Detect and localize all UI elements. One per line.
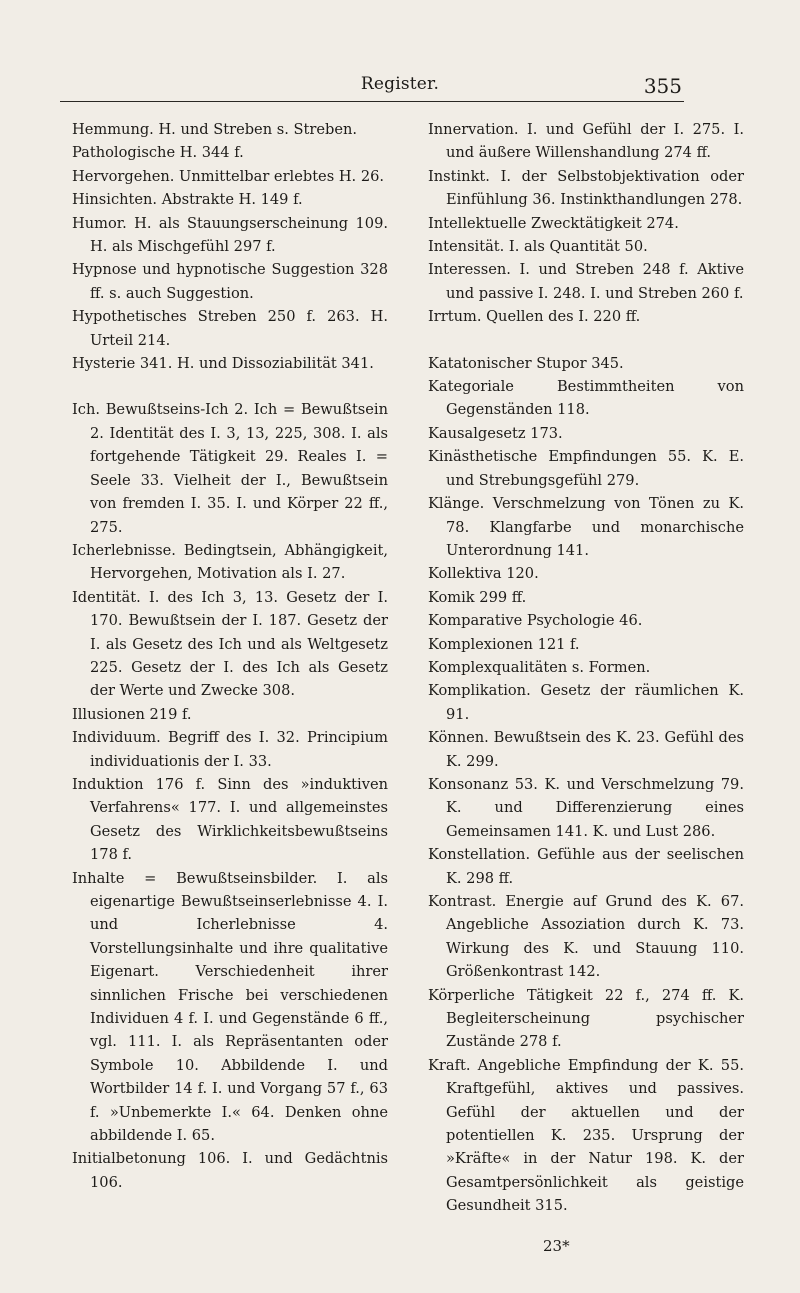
index-entry: Komik 299 ff. — [428, 588, 527, 606]
index-entry: Hinsichten. Abstrakte H. 149 f. — [72, 191, 303, 209]
right-column — [428, 118, 744, 1218]
index-entry: Instinkt. I. der Selbstobjektivation oder Einfühlung 36. Instinkthandlungen 278. — [428, 167, 744, 209]
index-entry: Kollektiva 120. — [428, 565, 539, 583]
index-entry: Innervation. I. und Gefühl der I. 275. I. und äußere Willenshandlung 274 ff. — [428, 121, 744, 162]
index-entry: Komplexionen 121 f. — [428, 635, 580, 653]
index-entry: Konsonanz 53. K. und Verschmelzung 79. K. und Differenzierung eines Gemeinsamen 141. K. und Lust 286. — [428, 775, 744, 840]
index-entry: Können. Bewußtsein des K. 23. Gefühl des K. 299. — [428, 729, 744, 770]
index-entry: Irrtum. Quellen des I. 220 ff. — [428, 308, 641, 326]
index-entry: Induktion 176 f. Sinn des »induktiven Verfahrens« 177. I. und allgemeinstes Gesetz des Wirklichkeitsbewußtseins 178 f. — [72, 775, 388, 864]
index-entry: Humor. H. als Stauungserscheinung 109. H. als Mischgefühl 297 f. — [72, 214, 388, 256]
index-entry: Kontrast. Energie auf Grund des K. 67. Angebliche Assoziation durch K. 73. Wirkung des K. und Stauung 110. Größenkontrast 142. — [428, 893, 744, 981]
index-entry: Hypnose und hypnotische Suggestion 328 ff. s. auch Suggestion. — [72, 261, 388, 302]
index-entry: Illusionen 219 f. — [72, 705, 192, 723]
index-entry: Körperliche Tätigkeit 22 f., 274 ff. K. Begleiterscheinung psychischer Zustände 278 f. — [428, 986, 744, 1051]
index-entry: Klänge. Verschmelzung von Tönen zu K. 78. Klangfarbe und monarchische Unterordnung 141. — [428, 495, 744, 559]
signature-mark: 23* — [543, 1237, 570, 1255]
index-entry: Kategoriale Bestimmtheiten von Gegenständen 118. — [428, 378, 744, 419]
index-entry: Hervorgehen. Unmittelbar erlebtes H. 26. — [72, 167, 385, 185]
index-entry: Identität. I. des Ich 3, 13. Gesetz der I. 170. Bewußtsein der I. 187. Gesetz der I. als Gesetz des Ich und als Weltgesetz 225. Gesetz der I. des Ich als Gesetz der Werte und Zwecke 308. — [72, 588, 388, 700]
index-entry: Interessen. I. und Streben 248 f. Aktive und passive I. 248. I. und Streben 260 f. — [428, 261, 744, 302]
index-entry: Kraft. Angebliche Empfindung der K. 55. Kraftgefühl, aktives und passives. Gefühl der aktuellen und der potentiellen K. 235. Ursprung der »Kräfte« in der Natur 198. K. der Gesamtpersönlichkeit als geistige Gesundheit 315. — [428, 1056, 744, 1215]
index-entry: Kausalgesetz 173. — [428, 424, 563, 442]
page-number: 355 — [643, 74, 682, 98]
index-entry: Pathologische H. 344 f. — [72, 144, 244, 162]
index-entry: Katatonischer Stupor 345. — [428, 354, 624, 372]
index-entry: Individuum. Begriff des I. 32. Principium individuationis der I. 33. — [72, 729, 388, 770]
index-entry: Inhalte = Bewußtseinsbilder. I. als eigenartige Bewußtseinserlebnisse 4. I. und Icherlebnisse 4. Vorstellungsinhalte und ihre qualitative Eigenart. Verschiedenheit ihrer sinnlichen Frische bei verschiedenen Individuen 4 f. I. und Gegenstände 6 ff., vgl. 111. I. als Repräsentanten oder Symbole 10. Abbildende I. und Wortbilder 14 f. I. und Vorgang 57 f., 63 f. »Unbemerkte I.« 64. Denken ohne abbildende I. 65. — [72, 869, 388, 1145]
index-entry: Hypothetisches Streben 250 f. 263. H. Urteil 214. — [72, 308, 388, 349]
header-rule — [60, 101, 684, 102]
index-entry: Hemmung. H. und Streben s. Streben. — [72, 121, 357, 138]
index-entry: Konstellation. Gefühle aus der seelischen K. 298 ff. — [428, 846, 744, 887]
index-entry: Initialbetonung 106. I. und Gedächtnis 106. — [72, 1150, 388, 1191]
index-entry: Icherlebnisse. Bedingtsein, Abhängigkeit, Hervorgehen, Motivation als I. 27. — [72, 541, 388, 583]
index-entry: Komplikation. Gesetz der räumlichen K. 91. — [428, 682, 744, 723]
index-entry: Ich. Bewußtseins-Ich 2. Ich = Bewußtsein 2. Identität des I. 3, 13, 225, 308. I. als fortgehende Tätigkeit 29. Reales I. = Seele 33. Vielheit der I., Bewußtsein von fremden I. 35. I. und Körper 22 ff., 275. — [72, 401, 388, 536]
section-gap — [428, 329, 744, 352]
left-column — [72, 118, 388, 1194]
index-entry: Intellektuelle Zwecktätigkeit 274. — [428, 214, 679, 232]
index-entry: Komparative Psychologie 46. — [428, 612, 643, 630]
index-entry: Hysterie 341. H. und Dissoziabilität 341. — [72, 355, 374, 373]
index-entry: Komplexqualitäten s. Formen. — [428, 658, 651, 676]
section-gap — [72, 375, 388, 398]
index-entry: Intensität. I. als Quantität 50. — [428, 238, 648, 256]
index-entry: Kinästhetische Empfindungen 55. K. E. und Strebungsgefühl 279. — [428, 448, 744, 489]
running-head: Register. — [360, 74, 440, 94]
